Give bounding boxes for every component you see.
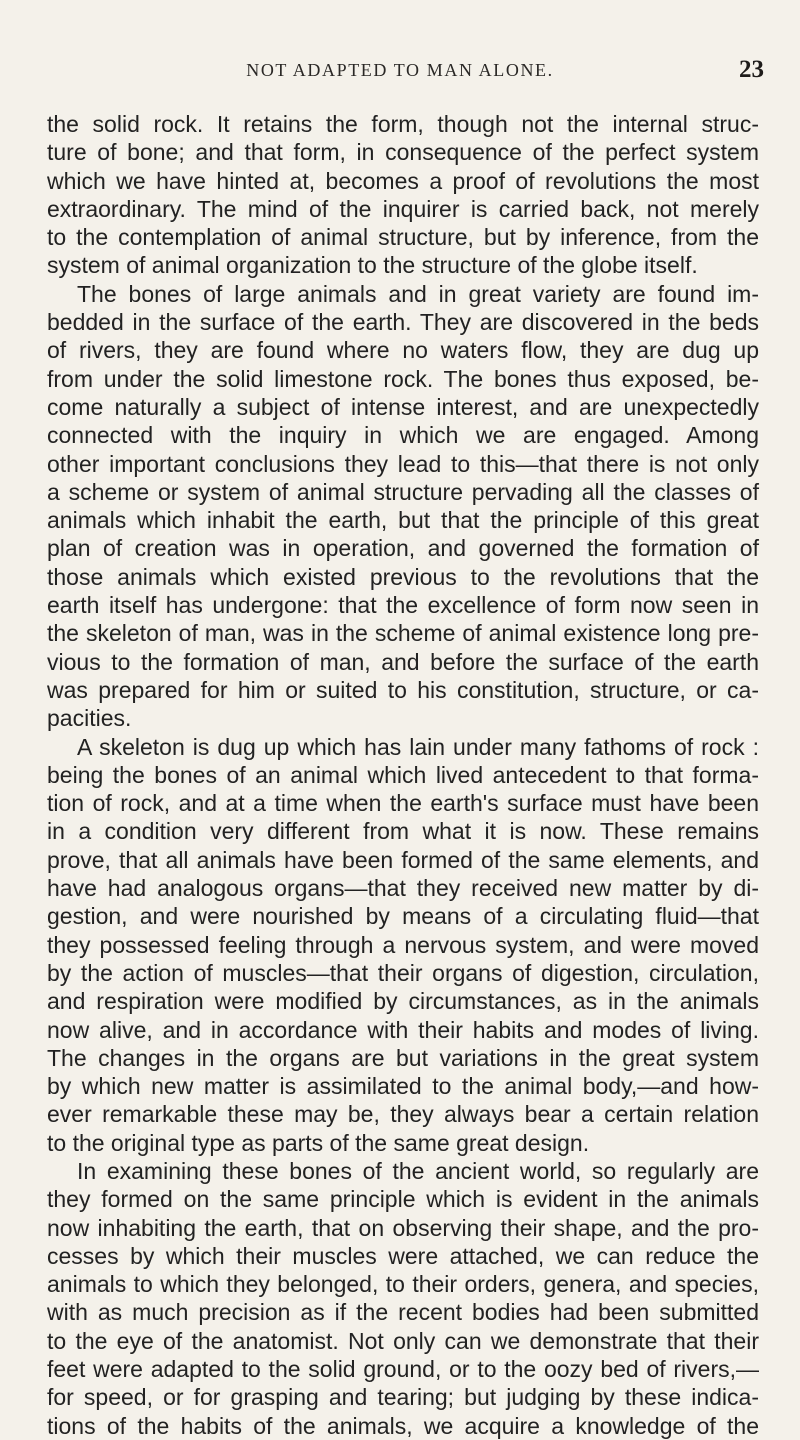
text-line: the solid rock. It retains the form, though not the internal struc-: [47, 111, 759, 137]
running-title: NOT ADAPTED TO MAN ALONE.: [246, 60, 554, 80]
text-line: cesses by which their muscles were attached, we can reduce the: [47, 1242, 759, 1269]
page-number: 23: [739, 56, 764, 83]
text-line: A skeleton is dug up which has lain under many fathoms of rock :: [77, 733, 759, 760]
text-line: animals which inhabit the earth, but that the principle of this great: [47, 507, 759, 534]
text-line: they formed on the same principle which is evident in the animals: [47, 1186, 759, 1213]
text-line: by which new matter is assimilated to the animal body,—and how-: [47, 1073, 759, 1100]
text-line: now alive, and in accordance with their habits and modes of living.: [47, 1016, 759, 1043]
text-line: was prepared for him or suited to his constitution, structure, or ca-: [47, 676, 759, 703]
text-line: to the original type as parts of the same great design.: [47, 1129, 590, 1156]
body-text: [47, 110, 759, 1440]
text-line: by the action of muscles—that their organs of digestion, circulation,: [47, 959, 759, 986]
text-line: connected with the inquiry in which we are engaged. Among: [47, 422, 759, 449]
text-line: with as much precision as if the recent bodies had been submitted: [47, 1299, 759, 1326]
text-line: gestion, and were nourished by means of a circulating fluid—that: [47, 903, 759, 930]
text-line: a scheme or system of animal structure pervading all the classes of: [47, 478, 759, 505]
text-line: extraordinary. The mind of the inquirer is carried back, not merely: [47, 195, 759, 222]
text-line: tion of rock, and at a time when the earth's surface must have been: [47, 790, 759, 817]
text-line: feet were adapted to the solid ground, or to the oozy bed of rivers,—: [47, 1356, 759, 1383]
text-line: for speed, or for grasping and tearing; but judging by these indica-: [47, 1384, 759, 1411]
text-line: ever remarkable these may be, they always bear a certain relation: [47, 1101, 759, 1128]
text-line: ture of bone; and that form, in consequence of the perfect system: [47, 139, 759, 166]
text-line: In examining these bones of the ancient world, so regularly are: [77, 1157, 759, 1184]
running-head: [0, 56, 800, 86]
text-line: The changes in the organs are but variations in the great system: [47, 1044, 759, 1071]
text-line: tions of the habits of the animals, we acquire a knowledge of the: [47, 1412, 759, 1439]
text-line: animals to which they belonged, to their orders, genera, and species,: [47, 1271, 759, 1298]
text-line: bedded in the surface of the earth. They are discovered in the beds: [47, 309, 759, 336]
text-line: now inhabiting the earth, that on observing their shape, and the pro-: [47, 1214, 759, 1241]
text-line: being the bones of an animal which lived antecedent to that forma-: [47, 761, 759, 788]
text-line: and respiration were modified by circumstances, as in the animals: [47, 988, 759, 1015]
text-line: of rivers, they are found where no waters flow, they are dug up: [47, 337, 759, 364]
text-line: the skeleton of man, was in the scheme of animal existence long pre-: [47, 620, 759, 647]
text-line: to the eye of the anatomist. Not only can we demonstrate that their: [47, 1327, 759, 1354]
text-line: system of animal organization to the structure of the globe itself.: [47, 252, 698, 279]
text-line: prove, that all animals have been formed of the same elements, and: [47, 846, 759, 873]
text-line: from under the solid limestone rock. The bones thus exposed, be-: [47, 365, 759, 392]
text-line: to the contemplation of animal structure, but by inference, from the: [47, 224, 759, 251]
text-line: have had analogous organs—that they received new matter by di-: [47, 875, 759, 902]
text-line: pacities.: [47, 705, 132, 732]
text-line: come naturally a subject of intense interest, and are unexpectedly: [47, 393, 759, 420]
text-line: which we have hinted at, becomes a proof of revolutions the most: [47, 167, 759, 194]
text-line: other important conclusions they lead to this—that there is not only: [47, 450, 759, 477]
text-line: those animals which existed previous to the revolutions that the: [47, 563, 759, 590]
text-line: The bones of large animals and in great variety are found im-: [77, 280, 759, 307]
text-line: in a condition very different from what it is now. These remains: [47, 818, 759, 845]
text-line: earth itself has undergone: that the excellence of form now seen in: [47, 592, 759, 619]
text-line: plan of creation was in operation, and governed the formation of: [47, 535, 759, 562]
text-line: vious to the formation of man, and before the surface of the earth: [47, 648, 759, 675]
text-line: they possessed feeling through a nervous system, and were moved: [47, 931, 759, 958]
